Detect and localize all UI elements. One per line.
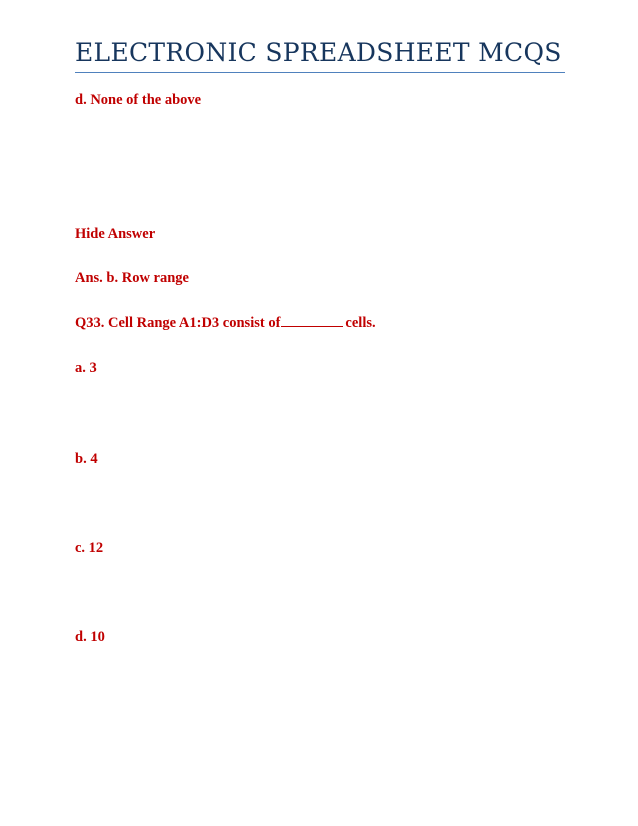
question-suffix: cells. xyxy=(345,315,376,331)
previous-option-d: d. None of the above xyxy=(75,92,202,108)
fill-in-blank xyxy=(281,315,343,327)
option-a: a. 3 xyxy=(75,360,97,376)
answer-text: Ans. b. Row range xyxy=(75,270,189,286)
option-c: c. 12 xyxy=(75,540,104,556)
question-prefix: Q33. Cell Range A1:D3 consist of xyxy=(75,315,281,331)
option-d: d. 10 xyxy=(75,629,105,645)
title-divider xyxy=(75,72,565,73)
page-title: ELECTRONIC SPREADSHEET MCQS xyxy=(75,38,562,67)
hide-answer-link[interactable]: Hide Answer xyxy=(75,226,156,242)
option-b: b. 4 xyxy=(75,451,98,467)
question-text xyxy=(75,315,376,332)
